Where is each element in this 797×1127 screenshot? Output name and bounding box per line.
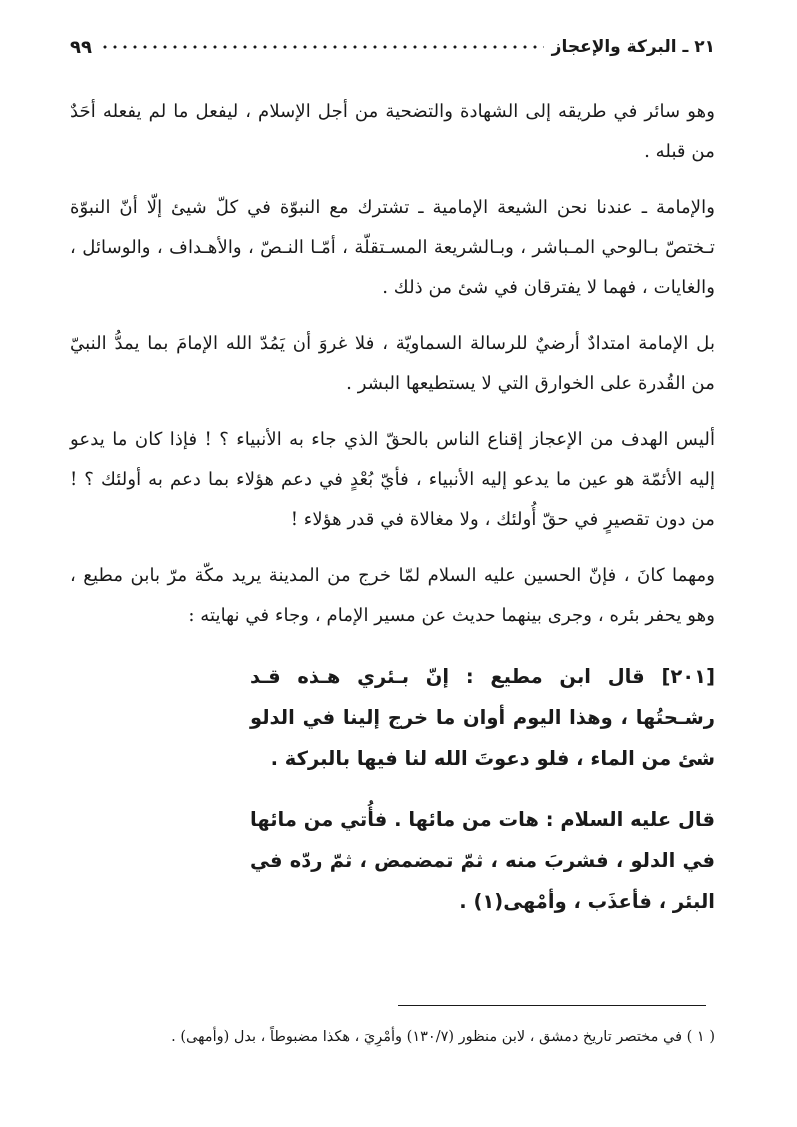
paragraph-1: وهو سائر في طريقه إلى الشهادة والتضحية من أجل الإسلام ، ليفعل ما لم يفعله أحَدٌ من قبله . — [70, 101, 715, 162]
running-header — [70, 30, 715, 64]
paragraph-3: بل الإمامة امتدادٌ أرضيٌ للرسالة السماويّة ، فلا غروَ أن يَمُدّ الله الإمامَ بما يمدُّ النبيّ من القُدرة على الخوارق التي لا يستطيعها البشر . — [70, 333, 715, 394]
hadith-quote-2 — [70, 799, 715, 922]
page-number: ٩٩ — [70, 36, 92, 58]
hadith-text: قال عليه السلام : هات من مائها . فأُتي من مائها في الدلو ، فشربَ منه ، ثمّ تمضمض ، ثمّ ردّه في البئر ، فأعذَب ، وأمْهى(١) . — [250, 808, 715, 913]
paragraph-5: ومهما كانَ ، فإنّ الحسين عليه السلام لمّا خرج من المدينة يريد مكّة مرّ بابن مطيع ، وهو يحفر بئره ، وجرى بينهما حديث عن مسير الإمام ، وجاء في نهايته : — [70, 565, 715, 626]
hadith-text: قال ابن مطيع : إنّ بـئري هـذه قـد رشـحتُها ، وهذا اليوم أوان ما خرج إلينا في الدلو شئ من الماء ، فلو دعوتَ الله لنا فيها بالبركة . — [250, 665, 715, 770]
footnote: ( ١ ) في مختصر تاريخ دمشق ، لابن منظور (١٣٠/٧) وأمْرِيَ ، هكذا مضبوطاً ، بدل (وأمهى) . — [171, 1029, 715, 1045]
paragraph-2: والإمامة ـ عندنا نحن الشيعة الإمامية ـ تشترك مع النبوّة في كلّ شيئ إلّا أنّ النبوّة تـختصّ بـالوحي المـباشر ، وبـالشريعة المسـتقلّة ، أمّـا النـصّ ، والأهـداف ، والوسائل ، والغايات ، فهما لا يفترقان في شئ من ذلك . — [70, 197, 715, 298]
main-text — [70, 92, 715, 938]
hadith-number: [٢٠١] — [661, 665, 716, 688]
chapter-title: ٢١ ـ البركة والإعجاز — [551, 37, 715, 57]
footnote-divider — [398, 1005, 706, 1006]
hadith-quote-1 — [70, 656, 715, 779]
paragraph-4: أليس الهدف من الإعجاز إقناع الناس بالحقّ الذي جاء به الأنبياء ؟ ! فإذا كان ما يدعو إليه الأئمّة هو عين ما يدعو إليه الأنبياء ، فأيّ بُعْدٍ في دعم هؤلاء بما دعم به أولئك ؟ ! من دون تقصيرٍ في حقّ أُولئك ، ولا مغالاة في قدر هؤلاء ! — [70, 429, 715, 530]
dot-leader — [100, 45, 544, 49]
